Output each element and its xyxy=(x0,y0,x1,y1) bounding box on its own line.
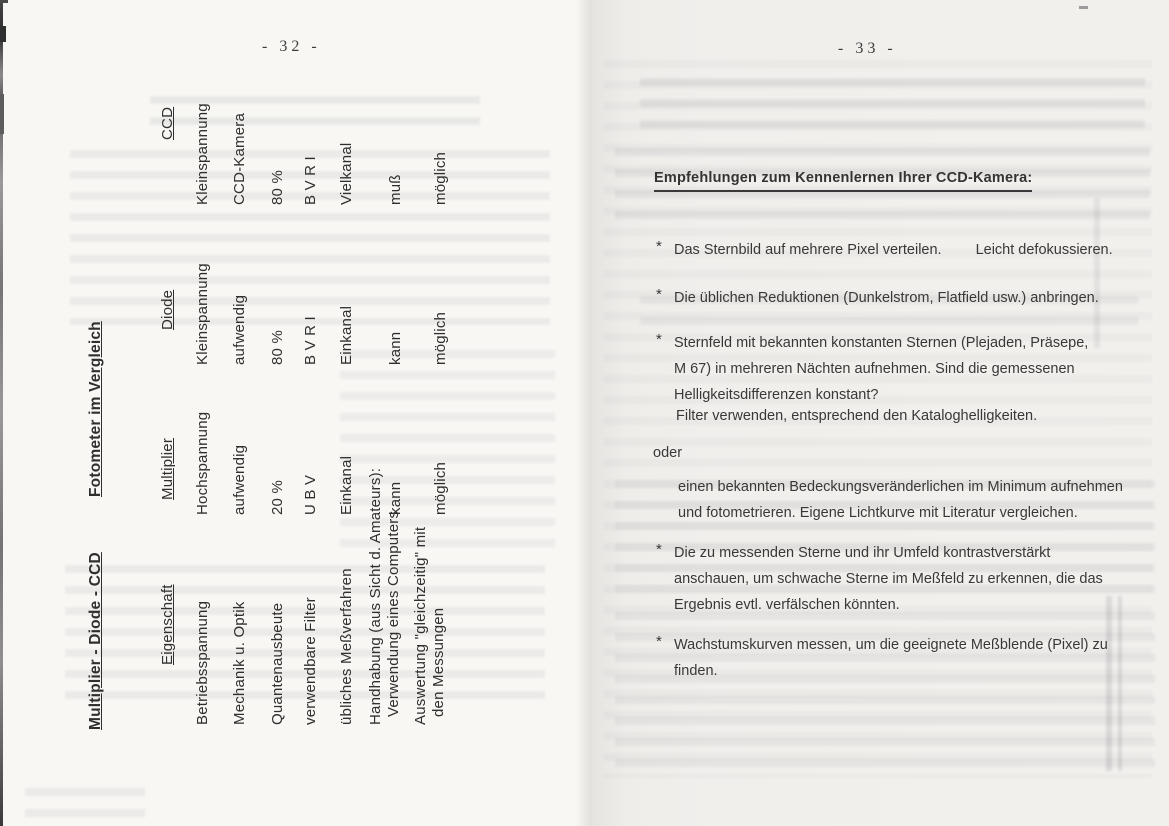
table-cell: Vielkanal xyxy=(338,142,355,205)
table-cell: CCD-Kamera xyxy=(231,112,248,205)
page-number: - 33 - xyxy=(838,40,897,57)
table-cell: möglich xyxy=(432,461,449,515)
bullet-line: Die zu messenden Sterne und ihr Umfeld kontrastverstärkt xyxy=(674,545,1051,561)
table-cell: Betriebsspannung xyxy=(194,600,211,725)
table-cell: B V R I xyxy=(302,156,319,205)
bullet-line: Sternfeld mit bekannten konstanten Sternen (Plejaden, Präsepe, xyxy=(674,335,1089,351)
table-cell: möglich xyxy=(432,311,449,365)
asterisk-bullet: * xyxy=(656,238,662,255)
table-row xyxy=(231,85,249,725)
scan-edge-artifact xyxy=(1079,6,1088,9)
table-cell: kann xyxy=(387,331,404,365)
bullet-line: Das Sternbild auf mehrere Pixel verteilen. xyxy=(674,242,942,258)
column-header: CCD xyxy=(159,106,176,140)
note-line: einen bekannten Bedeckungsveränderlichen im Minimum aufnehmen xyxy=(678,479,1123,495)
comparison-table xyxy=(85,85,455,755)
scan-edge-artifact xyxy=(0,26,6,42)
table-cell: übliches Meßverfahren xyxy=(338,568,355,725)
table-cell: Einkanal xyxy=(338,305,355,365)
bullet-line: Wachstumskurven messen, um die geeignete Meßblende (Pixel) zu xyxy=(674,637,1108,653)
table-cell: B V R I xyxy=(302,316,319,365)
page-33 xyxy=(592,0,1169,826)
asterisk-bullet: * xyxy=(656,286,662,303)
bullet-line: finden. xyxy=(674,663,718,679)
bullet-item xyxy=(656,540,1103,618)
table-cell: aufwendig xyxy=(231,294,248,365)
cell-line: Auswertung "gleichzeitig" mit xyxy=(412,526,429,725)
table-cell: U B V xyxy=(302,474,319,515)
table-row xyxy=(367,85,405,725)
table-header-row xyxy=(159,85,177,725)
column-header: Diode xyxy=(159,289,176,330)
bullet-line: M 67) in mehreren Nächten aufnehmen. Sind die gemessenen xyxy=(674,361,1075,377)
alternative-note xyxy=(678,474,1123,526)
table-row xyxy=(302,85,320,725)
bullet-line: Helligkeitsdifferenzen konstant? xyxy=(674,387,879,403)
table-cell: Mechanik u. Optik xyxy=(231,601,248,725)
note-line: und fotometrieren. Eigene Lichtkurve mit Literatur vergleichen. xyxy=(678,505,1078,521)
asterisk-bullet: * xyxy=(656,331,662,348)
bullet-suffix: Leicht defokussieren. xyxy=(975,242,1113,258)
table-cell: kann xyxy=(387,481,404,515)
bullet-line: Die üblichen Reduktionen (Dunkelstrom, Flatfield usw.) anbringen. xyxy=(674,290,1099,306)
table-headline xyxy=(87,321,105,730)
filter-note: Filter verwenden, entsprechend den Kataloghelligkeiten. xyxy=(676,408,1038,424)
table-row xyxy=(269,85,287,725)
table-cell: Kleinspannung xyxy=(194,103,211,205)
table-cell: Quantenausbeute xyxy=(269,602,286,725)
scan-edge-artifact xyxy=(0,0,8,3)
table-cell: Einkanal xyxy=(338,455,355,515)
cell-line: Handhabung (aus Sicht d. Amateurs): xyxy=(367,467,384,725)
table-row xyxy=(194,85,212,725)
bullet-text xyxy=(674,540,1103,618)
page-heading: Empfehlungen zum Kennenlernen Ihrer CCD-Kamera: xyxy=(654,170,1032,192)
cell-line: Verwendung eines Computers xyxy=(385,510,402,717)
ghost-bleedthrough xyxy=(640,78,1145,133)
table-cell: aufwendig xyxy=(231,444,248,515)
bullet-text xyxy=(674,330,1088,408)
page-number: - 32 - xyxy=(262,38,321,55)
ghost-bleedthrough xyxy=(25,788,145,818)
bullet-item xyxy=(656,285,1099,311)
cell-line: den Messungen xyxy=(430,607,447,717)
table-cell: Hochspannung xyxy=(194,411,211,515)
table-subtitle: Fotometer im Vergleich xyxy=(87,321,104,497)
table-cell: 80 % xyxy=(269,330,286,365)
scan-edge-artifact xyxy=(0,94,4,134)
bullet-text xyxy=(674,632,1108,684)
table-row xyxy=(412,85,450,725)
table-cell: 80 % xyxy=(269,170,286,205)
column-header: Eigenschaft xyxy=(159,584,176,665)
bullet-item xyxy=(656,632,1108,684)
table-row xyxy=(338,85,356,725)
bullet-item xyxy=(656,237,1113,263)
table-cell: muß xyxy=(387,174,404,205)
table-cell xyxy=(412,515,450,725)
table-cell: möglich xyxy=(432,151,449,205)
bullet-line: anschauen, um schwache Sterne im Meßfeld zu erkennen, die das xyxy=(674,571,1103,587)
bullet-item xyxy=(656,330,1088,408)
table-cell: Kleinspannung xyxy=(194,263,211,365)
connector-word: oder xyxy=(653,445,683,461)
table-cell: verwendbare Filter xyxy=(302,597,319,725)
asterisk-bullet: * xyxy=(656,633,662,650)
column-header: Multiplier xyxy=(159,437,176,500)
table-cell: 20 % xyxy=(269,480,286,515)
asterisk-bullet: * xyxy=(656,541,662,558)
bullet-line: Ergebnis evtl. verfälschen könnten. xyxy=(674,597,900,613)
bullet-text xyxy=(674,237,1113,263)
table-title: Multiplier - Diode - CCD xyxy=(87,552,104,730)
